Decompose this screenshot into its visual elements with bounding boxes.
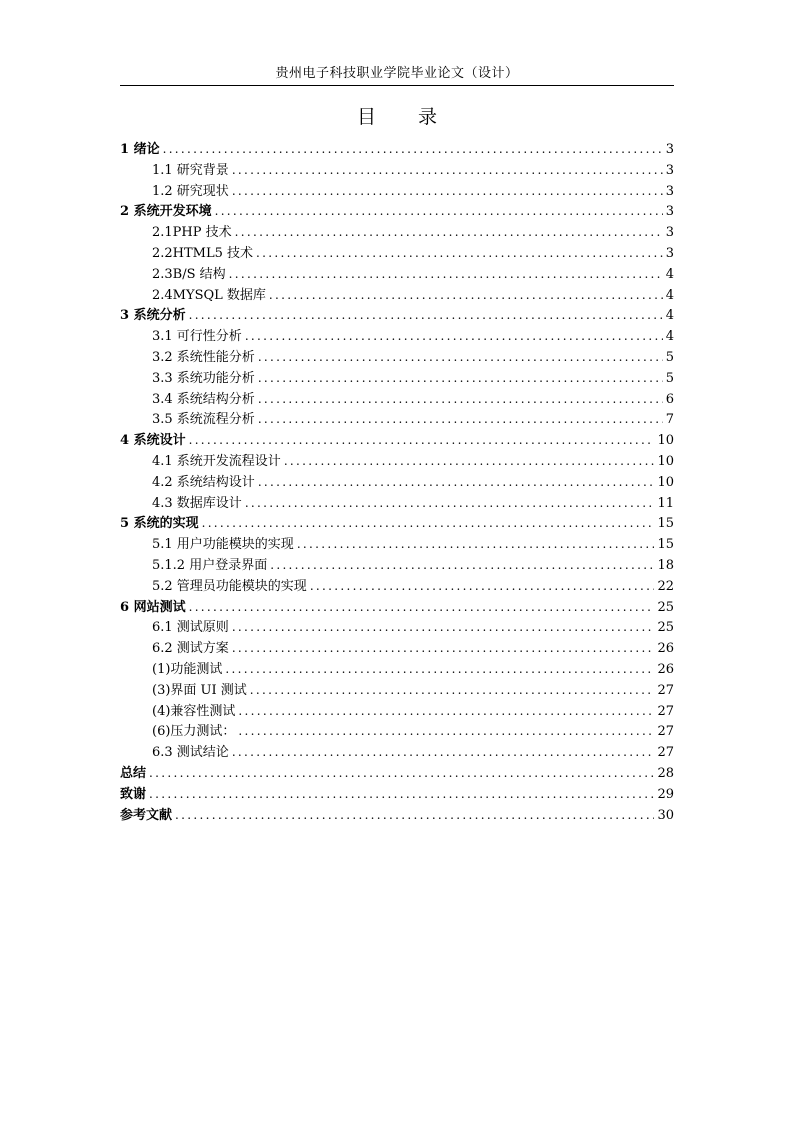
toc-entry-page: 22 [657,578,674,594]
toc-entry-label: 3.2 系统性能分析 [152,349,255,365]
toc-entry-label: 致谢 [120,786,147,802]
toc-entry-label: 3 系统分析 [120,308,186,324]
toc-entry-label: 5.1.2 用户登录界面 [152,557,268,573]
toc-dot-leader [258,389,663,410]
page-title: 目 录 [356,106,456,128]
toc-entry-label: 6.1 测试原则 [152,620,229,636]
toc-entry-label: 总结 [120,765,147,781]
toc-entry-page: 3 [665,142,674,157]
toc-entry-page: 15 [657,516,674,532]
toc-entry-page: 4 [665,287,674,303]
toc-entry-page: 10 [657,474,674,490]
toc-entry[interactable] [120,659,674,680]
toc-entry[interactable] [120,347,674,368]
toc-dot-leader [163,139,663,160]
toc-entry-page: 3 [665,204,674,220]
toc-dot-leader [238,701,654,722]
toc-dot-leader [232,742,655,763]
toc-entry-label: 4.2 系统结构设计 [152,474,255,490]
toc-entry-label: 1.1 研究背景 [152,162,229,178]
toc-entry-page: 4 [665,266,674,282]
toc-entry[interactable] [120,451,674,472]
toc-entry-label: (4)兼容性测试 [152,703,236,719]
toc-entry-page: 15 [657,537,674,553]
toc-entry[interactable] [120,680,674,701]
toc-entry[interactable] [120,243,674,264]
toc-entry-page: 10 [657,453,674,469]
toc-entry[interactable] [120,534,674,555]
toc-dot-leader [232,181,663,202]
toc-dot-leader [232,638,655,659]
toc-entry[interactable] [120,805,674,826]
page-header: 贵州电子科技职业学院毕业论文（设计） [275,66,519,81]
toc-entry[interactable] [120,784,674,805]
toc-entry[interactable] [120,513,674,534]
toc-entry[interactable] [120,222,674,243]
toc-dot-leader [149,763,654,784]
toc-dot-leader [215,201,663,222]
toc-dot-leader [238,721,654,742]
toc-dot-leader [202,513,655,534]
toc-entry-page: 10 [657,433,674,449]
toc-entry-label: 5.1 用户功能模块的实现 [152,537,294,553]
toc-entry-page: 27 [657,724,674,740]
toc-entry-label: 1.2 研究现状 [152,183,229,199]
toc-entry-page: 27 [657,703,674,719]
toc-entry-page: 3 [665,225,674,241]
toc-entry-page: 27 [657,682,674,698]
toc-entry-label: 6 网站测试 [120,599,186,615]
toc-entry[interactable] [120,160,674,181]
toc-dot-leader [189,597,655,618]
toc-entry-page: 6 [665,391,674,407]
toc-entry-page: 3 [665,245,674,261]
toc-entry[interactable] [120,389,674,410]
toc-dot-leader [149,784,654,805]
toc-entry[interactable] [120,472,674,493]
toc-entry-label: 2.1PHP 技术 [152,225,232,241]
toc-entry-page: 5 [665,370,674,386]
toc-entry-page: 4 [665,329,674,345]
toc-dot-leader [258,368,663,389]
toc-entry[interactable] [120,264,674,285]
header-divider [120,85,674,86]
toc-entry[interactable] [120,326,674,347]
toc-entry[interactable] [120,368,674,389]
toc-entry-page: 7 [665,412,674,428]
toc-entry-label: 参考文献 [120,807,173,823]
toc-entry-label: 3.4 系统结构分析 [152,391,255,407]
toc-entry[interactable] [120,638,674,659]
toc-entry-label: 4 系统设计 [120,433,186,449]
toc-dot-leader [269,285,663,306]
toc-entry-page: 27 [657,745,674,761]
toc-dot-leader [229,264,663,285]
toc-entry[interactable] [120,763,674,784]
toc-entry[interactable] [120,430,674,451]
toc-entry-page: 5 [665,349,674,365]
toc-dot-leader [256,243,663,264]
toc-entry[interactable] [120,409,674,430]
toc-entry-label: 5 系统的实现 [120,516,199,532]
toc-entry[interactable] [120,701,674,722]
toc-dot-leader [250,680,655,701]
toc-entry-label: 4.3 数据库设计 [152,495,242,511]
toc-entry[interactable] [120,742,674,763]
toc-dot-leader [297,534,655,555]
toc-entry-page: 26 [657,641,674,657]
toc-dot-leader [258,347,663,368]
toc-dot-leader [310,576,655,597]
toc-entry-page: 28 [657,765,674,781]
toc-entry[interactable] [120,721,674,742]
toc-dot-leader [232,617,655,638]
toc-entry-page: 29 [657,786,674,802]
toc-entry-page: 30 [657,807,674,823]
toc-entry-page: 25 [657,620,674,636]
toc-entry[interactable] [120,597,674,618]
table-of-contents [120,139,674,825]
toc-dot-leader [270,555,654,576]
toc-dot-leader [258,409,663,430]
toc-entry-label: 3.1 可行性分析 [152,329,242,345]
toc-dot-leader [284,451,655,472]
toc-entry-page: 3 [665,183,674,199]
toc-entry[interactable] [120,576,674,597]
toc-dot-leader [235,222,663,243]
toc-entry[interactable] [120,493,674,514]
toc-entry-label: 4.1 系统开发流程设计 [152,453,281,469]
toc-entry-label: (1)功能测试 [152,661,223,677]
toc-entry-label: 3.3 系统功能分析 [152,370,255,386]
toc-entry-page: 25 [657,599,674,615]
toc-dot-leader [225,659,654,680]
toc-dot-leader [189,305,663,326]
toc-entry-label: 2 系统开发环境 [120,204,212,220]
toc-entry-page: 26 [657,661,674,677]
toc-entry[interactable] [120,305,674,326]
toc-entry[interactable] [120,555,674,576]
toc-entry[interactable] [120,181,674,202]
toc-entry-label: 6.2 测试方案 [152,641,229,657]
toc-entry[interactable] [120,617,674,638]
toc-dot-leader [245,326,663,347]
toc-entry-label: (6)压力测试： [152,724,236,740]
toc-entry[interactable] [120,201,674,222]
toc-dot-leader [258,472,655,493]
toc-entry[interactable] [120,285,674,306]
toc-entry-page: 3 [665,162,674,178]
toc-entry-label: (3)界面 UI 测试 [152,682,247,698]
toc-entry-label: 3.5 系统流程分析 [152,412,255,428]
toc-dot-leader [245,493,655,514]
toc-entry-page: 18 [657,557,674,573]
toc-entry-page: 11 [657,495,674,511]
toc-dot-leader [189,430,655,451]
toc-entry-page: 4 [665,308,674,324]
toc-dot-leader [175,805,654,826]
toc-entry-label: 2.4MYSQL 数据库 [152,287,266,303]
toc-entry-label: 1 绪论 [120,142,160,157]
toc-entry-label: 6.3 测试结论 [152,745,229,761]
toc-entry-label: 5.2 管理员功能模块的实现 [152,578,307,594]
toc-entry-label: 2.2HTML5 技术 [152,245,254,261]
toc-entry-label: 2.3B/S 结构 [152,266,226,282]
toc-entry[interactable] [120,139,674,160]
toc-dot-leader [232,160,663,181]
